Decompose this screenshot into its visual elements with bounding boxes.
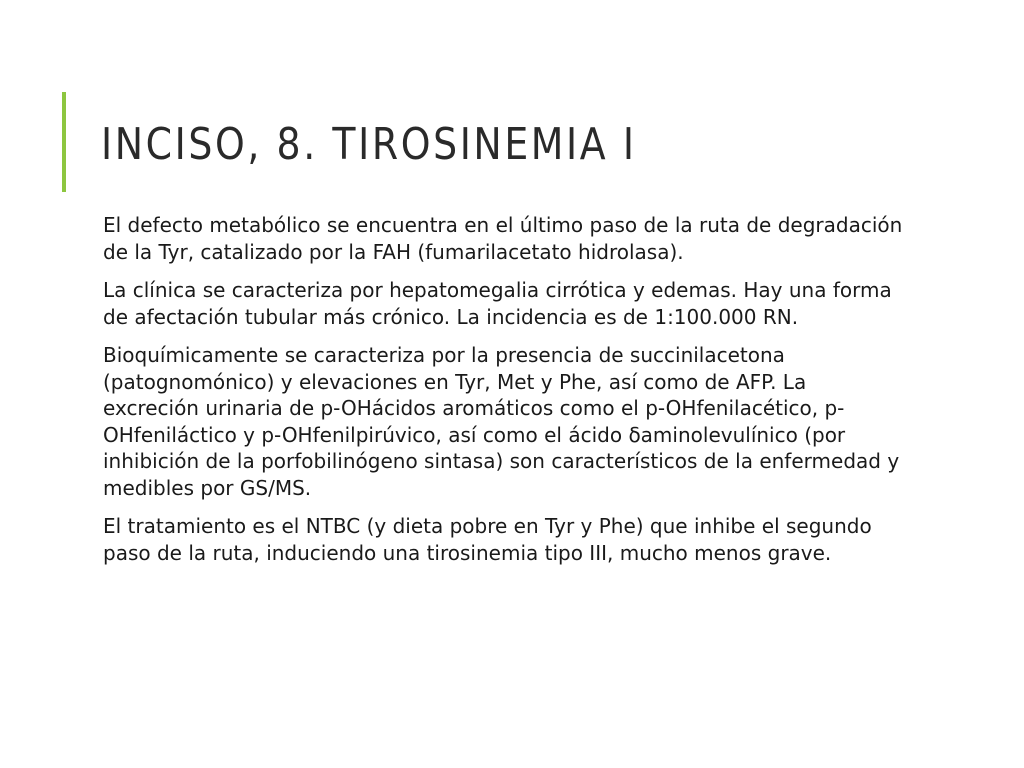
slide-body	[103, 212, 903, 578]
slide-title: INCISO, 8. TIROSINEMIA I	[101, 119, 637, 170]
paragraph-clinical: La clínica se caracteriza por hepatomegalia cirrótica y edemas. Hay una forma de afectación tubular más crónico. La incidencia es de 1:100.000 RN.	[103, 278, 892, 329]
paragraph-biochemistry: Bioquímicamente se caracteriza por la presencia de succinilacetona (patognomónico) y elevaciones en Tyr, Met y Phe, así como de AFP. La excreción urinaria de p-OHácidos aromáticos como el p-OHfenilacético, p-OHfeniláctico y p-OHfenilpirúvico, así como el ácido δaminolevulínico (por inhibición de la porfobilinógeno sintasa) son característicos de la enfermedad y medibles por GS/MS.	[103, 343, 900, 500]
paragraph-defect: El defecto metabólico se encuentra en el último paso de la ruta de degradación de la Tyr, catalizado por la FAH (fumarilacetato hidrolasa).	[103, 213, 903, 264]
paragraph-treatment: El tratamiento es el NTBC (y dieta pobre en Tyr y Phe) que inhibe el segundo paso de la ruta, induciendo una tirosinemia tipo III, mucho menos grave.	[103, 514, 872, 565]
title-accent-bar	[62, 92, 66, 192]
